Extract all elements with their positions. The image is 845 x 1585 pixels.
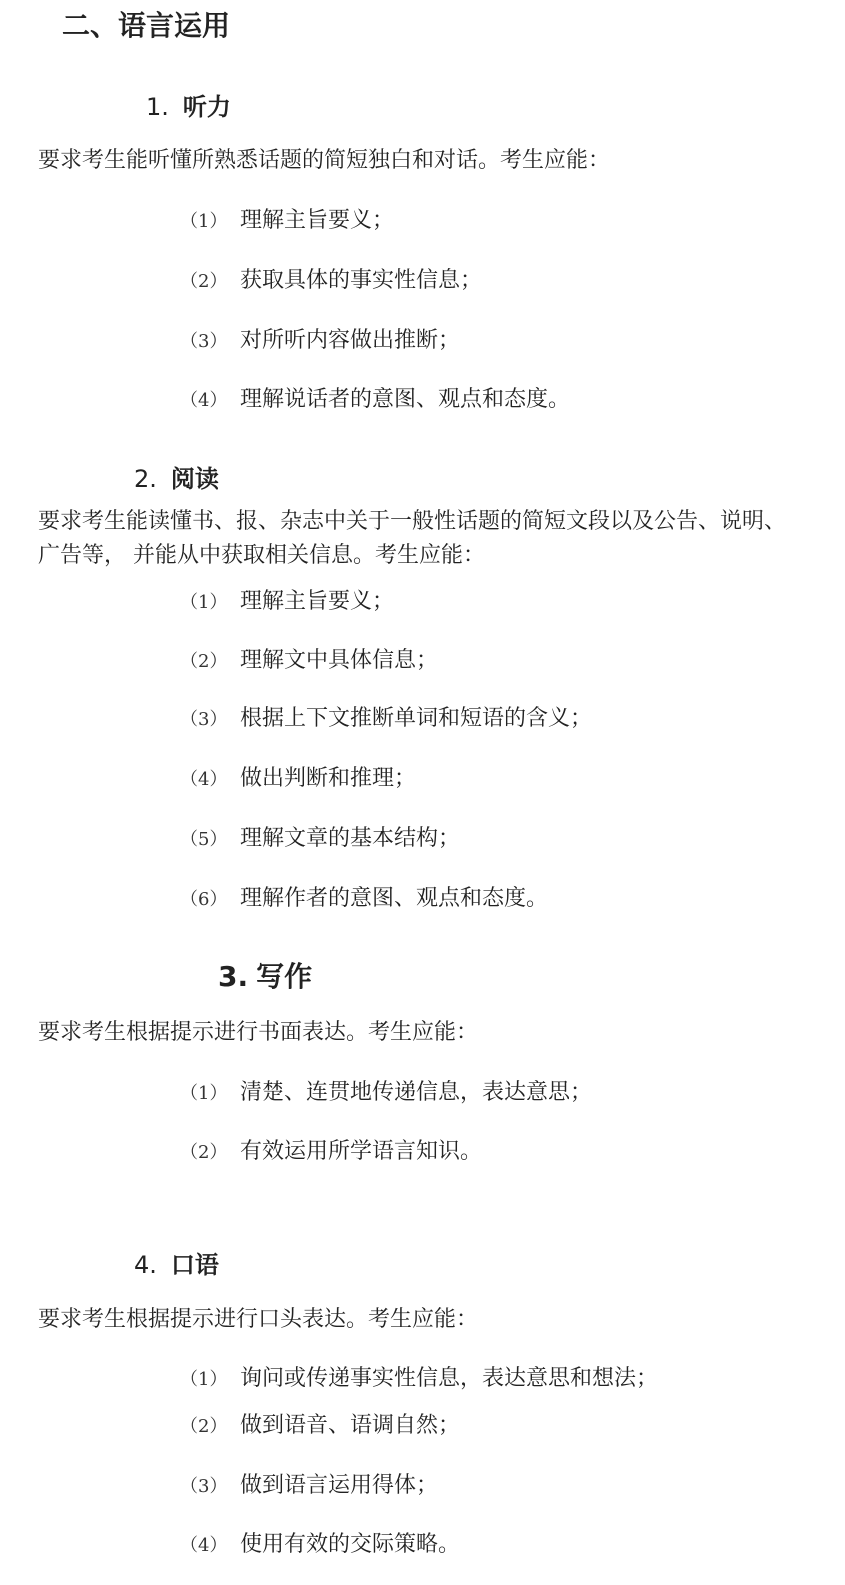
item-text: 询问或传递事实性信息，表达意思和想法； — [240, 1366, 659, 1391]
list-item — [180, 763, 416, 796]
section-heading-reading — [134, 461, 219, 497]
item-text: 根据上下文推断单词和短语的含义； — [240, 706, 593, 731]
list-item — [180, 205, 394, 238]
list-item — [180, 1470, 438, 1503]
item-text: 对所听内容做出推断； — [240, 328, 461, 353]
item-marker: （4） — [180, 390, 228, 411]
list-item — [180, 1136, 482, 1169]
section-title: 写作 — [256, 960, 313, 993]
item-marker: （3） — [180, 709, 228, 730]
item-marker: （1） — [180, 1083, 228, 1104]
item-text: 理解文中具体信息； — [240, 648, 439, 673]
item-text: 理解主旨要义； — [240, 208, 395, 233]
list-item — [180, 1529, 460, 1562]
item-text: 做到语音、语调自然； — [240, 1413, 461, 1438]
section-heading-speaking — [134, 1247, 219, 1283]
list-item — [180, 703, 592, 736]
section-heading-writing — [218, 957, 312, 997]
list-item — [180, 384, 570, 417]
list-item — [180, 645, 438, 678]
item-marker: （1） — [180, 592, 228, 613]
section-title: 口语 — [170, 1251, 219, 1279]
item-marker: （2） — [180, 271, 228, 292]
item-marker: （1） — [180, 211, 228, 232]
section-number: 1. — [146, 93, 169, 121]
section-intro: 要求考生能读懂书、报、杂志中关于一般性话题的简短文段以及公告、说明、广告等， 并能从中获取相关信息。考生应能： — [38, 509, 787, 568]
item-text: 理解文章的基本结构； — [240, 826, 461, 851]
item-text: 做到语言运用得体； — [240, 1473, 439, 1498]
section-intro: 要求考生根据提示进行书面表达。考生应能： — [38, 1020, 479, 1045]
list-item — [180, 1410, 460, 1443]
list-item — [180, 586, 394, 619]
list-item — [180, 325, 460, 358]
item-marker: （3） — [180, 331, 228, 352]
item-marker: （3） — [180, 1476, 228, 1497]
item-text: 获取具体的事实性信息； — [240, 268, 483, 293]
item-text: 做出判断和推理； — [240, 766, 417, 791]
item-text: 有效运用所学语言知识。 — [240, 1139, 483, 1164]
list-item — [180, 265, 482, 298]
section-title: 阅读 — [170, 465, 219, 493]
section-number: 3. — [218, 960, 249, 993]
item-marker: （5） — [180, 829, 228, 850]
section-title: 听力 — [182, 93, 231, 121]
list-item — [180, 883, 548, 916]
item-text: 使用有效的交际策略。 — [240, 1532, 461, 1557]
list-item — [180, 1077, 592, 1110]
list-item — [180, 1363, 658, 1396]
item-marker: （2） — [180, 1416, 228, 1437]
item-marker: （1） — [180, 1369, 228, 1390]
item-marker: （2） — [180, 651, 228, 672]
section-intro: 要求考生能听懂所熟悉话题的简短独白和对话。考生应能： — [38, 148, 611, 173]
page-title: 二、语言运用 — [62, 9, 231, 42]
item-marker: （4） — [180, 1535, 228, 1556]
section-intro: 要求考生根据提示进行口头表达。考生应能： — [38, 1307, 479, 1332]
item-text: 理解作者的意图、观点和态度。 — [240, 886, 549, 911]
item-text: 理解主旨要义； — [240, 589, 395, 614]
section-number: 4. — [134, 1251, 157, 1279]
item-marker: （2） — [180, 1142, 228, 1163]
item-marker: （6） — [180, 889, 228, 910]
item-marker: （4） — [180, 769, 228, 790]
section-number: 2. — [134, 465, 157, 493]
item-text: 清楚、连贯地传递信息，表达意思； — [240, 1080, 593, 1105]
section-heading-listening — [146, 89, 231, 125]
item-text: 理解说话者的意图、观点和态度。 — [240, 387, 571, 412]
list-item — [180, 823, 460, 856]
